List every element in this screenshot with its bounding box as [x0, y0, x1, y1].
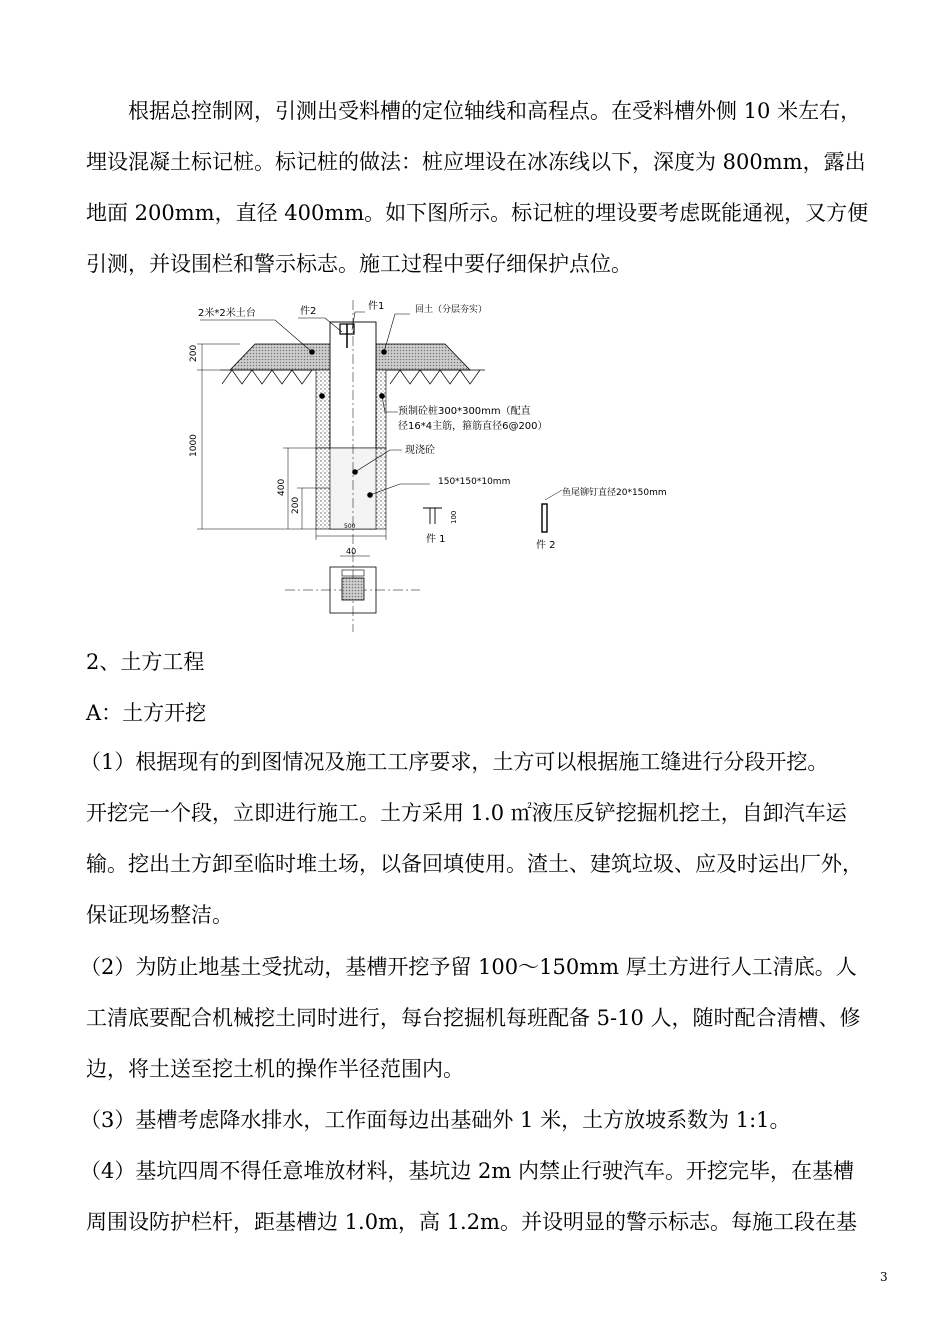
dim-label: 40	[346, 547, 357, 556]
dim-label: 400	[277, 478, 287, 496]
dim-label: 100	[450, 510, 458, 524]
part1-detail	[423, 508, 442, 524]
text-line: 引测，并设围栏和警示标志。施工过程中要仔细保护点位。	[86, 252, 632, 276]
label-plate: 150*150*10mm	[438, 477, 511, 487]
text-line: 开挖完一个段，立即进行施工。土方采用 1.0 ㎡液压反铲挖掘机挖土，自卸汽车运	[86, 801, 847, 825]
page-number: 3	[880, 1270, 888, 1284]
label-platform: 2米*2米土台	[198, 308, 256, 319]
plan-view	[285, 547, 420, 613]
label-pile: 预制砼桩300*300mm（配直	[398, 406, 531, 417]
text-line: 埋设混凝土标记桩。标记桩的做法：桩应埋设在冰冻线以下，深度为 800mm，露出	[86, 150, 866, 174]
label-pile: 径16*4主筋，箍筋直径6@200）	[398, 421, 548, 432]
part2-rivet	[542, 504, 547, 532]
section-heading: 2、土方工程	[86, 650, 205, 674]
text-line: （1）根据现有的到图情况及施工工序要求，土方可以根据施工缝进行分段开挖。	[80, 750, 829, 774]
dim-label: 500	[344, 523, 356, 530]
dim-label: 200	[189, 344, 199, 362]
text-line: 边，将土送至挖土机的操作半径范围内。	[86, 1057, 464, 1081]
text-line: 周围设防护栏杆，距基槽边 1.0m，高 1.2m。并设明显的警示标志。每施工段在基	[86, 1210, 857, 1234]
part1-caption: 件 1	[426, 534, 446, 545]
dim-label: 200	[291, 496, 301, 514]
text-line: 输。挖出土方卸至临时堆土场，以备回填使用。渣土、建筑垃圾、应及时运出厂外，	[86, 852, 863, 876]
dim-label: 1000	[189, 434, 199, 457]
subsection-heading: A：土方开挖	[86, 701, 207, 725]
label-backfill: 回土（分层夯实）	[415, 305, 488, 315]
label-part1: 件1	[368, 301, 385, 312]
label-rivet: 鱼尾铆钉直径20*150mm	[562, 488, 667, 498]
part2-caption: 件 2	[536, 540, 556, 551]
marker-pile-drawing	[180, 292, 667, 632]
text-line: （3）基槽考虑降水排水，工作面每边出基础外 1 米，土方放坡系数为 1:1。	[80, 1108, 791, 1132]
text-line: （4）基坑四周不得任意堆放材料，基坑边 2m 内禁止行驶汽车。开挖完毕，在基槽	[80, 1159, 854, 1183]
text-line: 保证现场整洁。	[86, 903, 233, 927]
label-part2: 件2	[300, 306, 317, 317]
text-line: 工清底要配合机械挖土同时进行，每台挖掘机每班配备 5-10 人，随时配合清槽、修	[86, 1006, 861, 1030]
label-cast-concrete: 现浇砼	[405, 445, 435, 456]
text-line: （2）为防止地基土受扰动，基槽开挖予留 100～150mm 厚土方进行人工清底。人	[80, 955, 857, 979]
text-line: 根据总控制网，引测出受料槽的定位轴线和高程点。在受料槽外侧 10 米左右，	[86, 99, 862, 123]
text-line: 地面 200mm，直径 400mm。如下图所示。标记桩的埋设要考虑既能通视，又方便	[86, 201, 869, 225]
